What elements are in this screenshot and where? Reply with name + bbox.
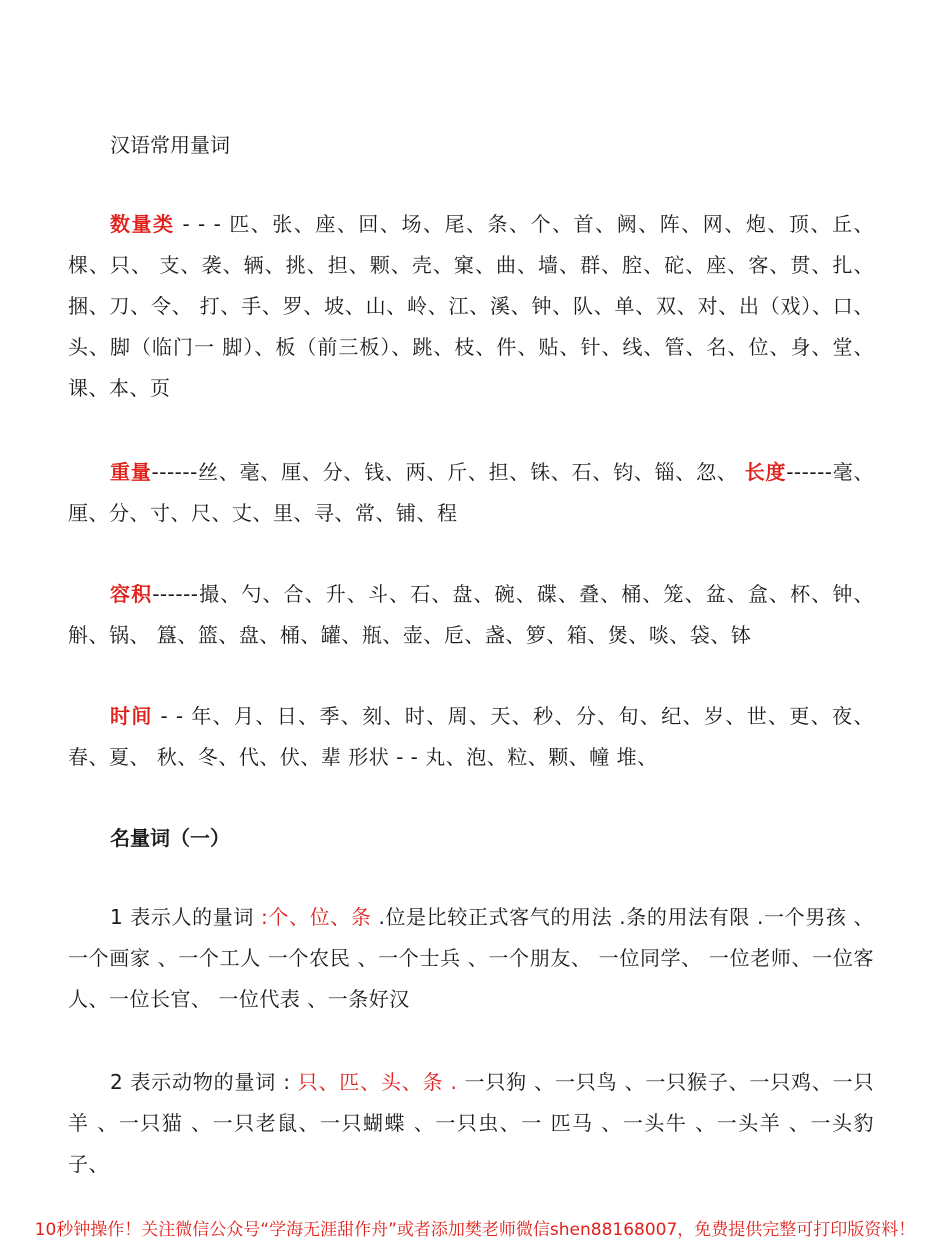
quantity-label: 数量类 [110, 212, 175, 236]
animal-classifier-highlight: 只、匹、头、条 . [297, 1070, 458, 1094]
person-classifier-highlight: :个、位、条 [260, 905, 379, 929]
weight-length-paragraph [68, 452, 874, 534]
weight-label: 重量 [110, 460, 152, 484]
person-classifier-prefix: 1 表示人的量词 [110, 905, 261, 929]
volume-paragraph [68, 574, 874, 656]
quantity-text: - - - 匹、张、座、回、场、尾、条、个、首、阙、阵、网、炮、顶、丘、棵、只、 支、袭、辆、挑、担、颗、壳、窠、曲、墙、群、腔、砣、座、客、贯、扎、捆、刀、令、 打、手、罗、坡、山、岭、江、溪、钟、队、单、双、对、出（戏）、口、头、脚（临门一 脚）、板（前三板）、跳、枝、件、贴、针、线、管、名、位、身、堂、课、本、页 [68, 212, 874, 400]
page-title: 汉语常用量词 [110, 133, 230, 157]
length-text: ------毫、厘、分、寸、尺、丈、里、寻、常、铺、程 [68, 460, 875, 525]
person-classifier-paragraph [68, 897, 874, 1020]
promo-footer: 10秒钟操作！关注微信公众号“学海无涯甜作舟”或者添加樊老师微信shen88168007，免费提供完整可打印版资料！ [34, 1220, 916, 1240]
person-classifier-text: .位是比较正式客气的用法 .条的用法有限 .一个男孩 、一个画家 、一个工人 一个农民 、一个士兵 、一个朋友、 一位同学、 一位老师、一位客人、一位长官、 一位代表 、一条好汉 [68, 905, 874, 1011]
noun-classifier-heading: 名量词（一） [110, 826, 230, 850]
time-paragraph [68, 696, 874, 778]
time-label: 时间 [110, 704, 153, 728]
volume-label: 容积 [110, 582, 153, 606]
animal-classifier-paragraph [68, 1062, 874, 1185]
volume-text: ------撮、勺、合、升、斗、石、盘、碗、碟、叠、桶、笼、盆、盒、杯、钟、斛、锅、 簋、篮、盘、桶、罐、瓶、壶、卮、盏、箩、箱、煲、啖、袋、钵 [68, 582, 874, 647]
weight-text: ------丝、毫、厘、分、钱、两、斤、担、铢、石、钧、锱、忽、 [151, 460, 745, 484]
animal-classifier-prefix: 2 表示动物的量词 : [110, 1070, 298, 1094]
length-label: 长度 [744, 460, 787, 484]
time-text: - - 年、月、日、季、刻、时、周、天、秒、分、旬、纪、岁、世、更、夜、春、夏、 秋、冬、代、伏、辈 形状 - - 丸、泡、粒、颗、幢 堆、 [68, 704, 875, 769]
animal-classifier-text: 一只狗 、一只鸟 、一只猴子、一只鸡、一只羊 、一只猫 、一只老鼠、一只蝴蝶 、一只虫、一 匹马 、一头牛 、一头羊 、一头豹子、 [68, 1070, 874, 1176]
quantity-paragraph [68, 204, 874, 409]
